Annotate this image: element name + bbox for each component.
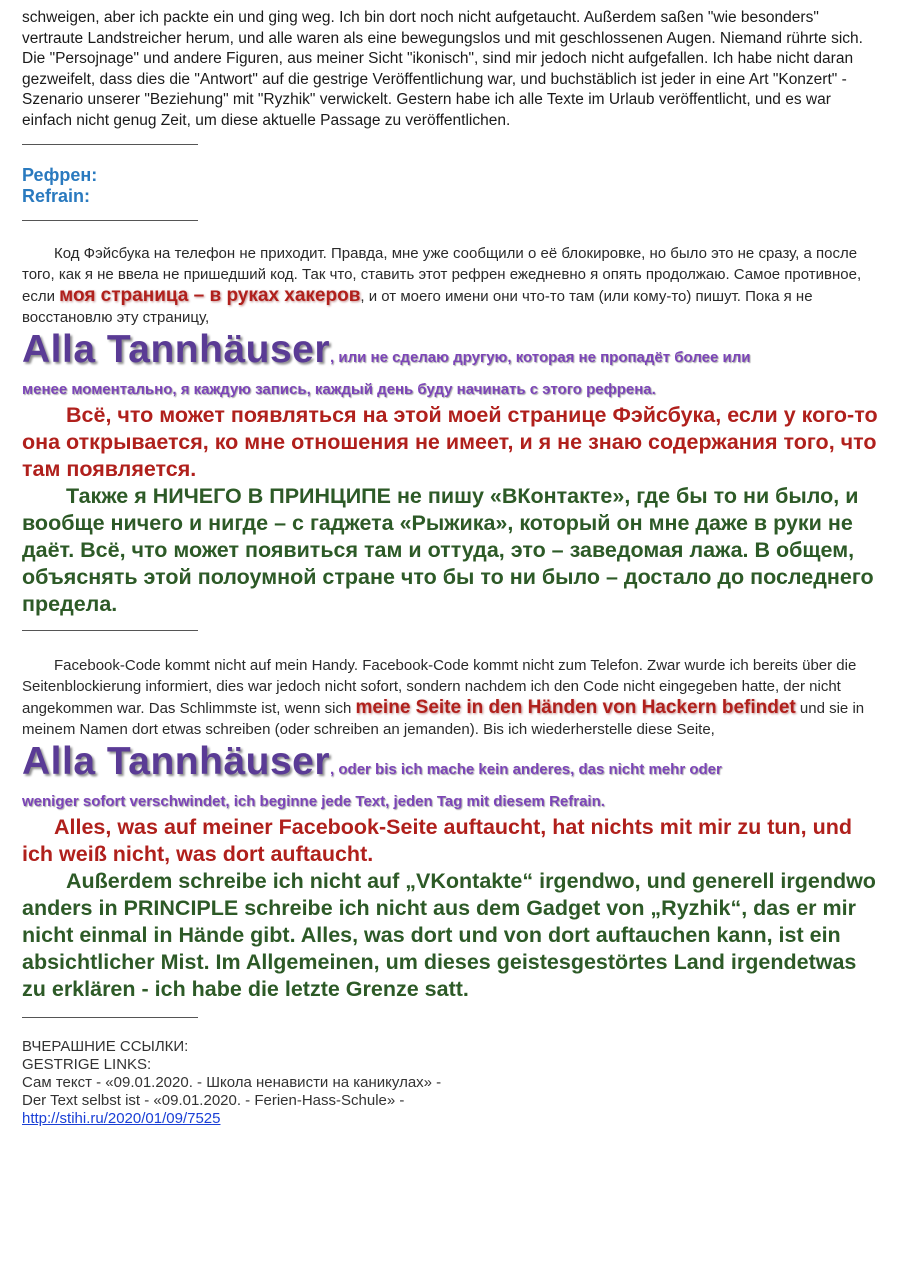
- de-body-after: und sie in meinem Namen dort etwas schreiben (oder schreiben an jemanden). Bis ich wiederherstelle diese Seite,: [22, 700, 865, 738]
- links-footer: [22, 1038, 882, 1128]
- divider: [22, 144, 198, 145]
- de-signature-continuation: weniger sofort verschwindet, ich beginne jede Text, jeden Tag mit diesem Refrain.: [22, 793, 605, 810]
- de-green-statement: Außerdem schreibe ich nicht auf „VKontakte“ irgendwo, und generell irgendwo anders in PRINCIPLE schreibe ich nicht aus dem Gadget von „Ryzhik“, das er mir nicht einmal in Hände gibt. Alles, was dort und von dort auftauchen kann, ist ein absichtlicher Mist. Im Allgemeinen, um dieses geistesgestörtes Land irgendetwas zu erklären - ich habe die letzte Grenze satt.: [22, 869, 876, 1001]
- ru-signature-line: [22, 330, 882, 378]
- links-heading-ru: ВЧЕРАШНИЕ ССЫЛКИ:: [22, 1038, 189, 1055]
- divider: [22, 630, 198, 631]
- refrain-heading-ru: Рефрен:: [22, 165, 98, 185]
- de-hacker-highlight: meine Seite in den Händen von Hackern befindet: [355, 697, 796, 718]
- ru-signature: Alla Tannhäuser: [22, 328, 331, 371]
- divider: [22, 220, 198, 221]
- intro-paragraph: schweigen, aber ich packte ein und ging weg. Ich bin dort noch nicht aufgetaucht. Außerdem saßen "wie besonders" vertraute Landstreicher herum, und alle waren als eine bewegungslos und mit geschlossenen Augen. Niemand rührte sich. Die "Persojnage" und andere Figuren, aus meiner Sicht "ikonisch", sind mir jedoch nicht aufgefallen. Ich habe nicht daran gezweifelt, dass dies die "Antwort" auf die gestrige Veröffentlichung war, und buchstäblich ist jeder in eine Art "Konzert" -Szenario unserer "Beziehung" mit "Ryzhik" verwickelt. Gestern habe ich alle Texte im Urlaub veröffentlicht, und es war einfach nicht genug Zeit, um diese aktuelle Passage zu veröffentlichen.: [22, 9, 863, 129]
- de-body-paragraph: [22, 655, 882, 740]
- link-text-ru: Сам текст - «09.01.2020. - Школа ненависти на каникулах» -: [22, 1074, 442, 1091]
- de-body-before: Facebook-Code kommt nicht auf mein Handy. Facebook-Code kommt nicht zum Telefon. Zwar wurde ich bereits über die Seitenblockierung informiert, dies war jedoch nicht sofort, sondern nachdem ich den Code nicht eingegeben hatte, der nicht angekommen war. Das Schlimmste ist, wenn sich: [22, 657, 857, 717]
- source-link[interactable]: http://stihi.ru/2020/01/09/7525: [22, 1110, 221, 1127]
- de-signature-tail: , oder bis ich mache kein anderes, das nicht mehr oder: [330, 761, 722, 778]
- de-signature: Alla Tannhäuser: [22, 740, 331, 783]
- refrain-heading: [22, 165, 882, 207]
- ru-body-paragraph: [22, 243, 882, 328]
- ru-signature-continuation: менее моментально, я каждую запись, каждый день буду начинать с этого рефрена.: [22, 381, 656, 398]
- ru-green-statement: Также я НИЧЕГО В ПРИНЦИПЕ не пишу «ВКонтакте», где бы то ни было, и вообще ничего и нигде – с гаджета «Рыжика», который он мне даже в руки не даёт. Всё, что может появиться там и оттуда, это – заведомая лажа. В общем, объяснять этой полоумной стране что бы то ни было – достало до последнего предела.: [22, 484, 874, 616]
- ru-red-statement: Всё, что может появляться на этой моей странице Фэйсбука, если у кого-то она открывается, ко мне отношения не имеет, и я не знаю содержания того, что там появляется.: [22, 403, 878, 481]
- link-text-de: Der Text selbst ist - «09.01.2020. - Ferien-Hass-Schule» -: [22, 1092, 405, 1109]
- ru-body-before: Код Фэйсбука на телефон не приходит. Правда, мне уже сообщили о её блокировке, но было это не сразу, а после того, как я не ввела не пришедший код. Так что, ставить этот рефрен ежедневно я опять продолжаю. Самое противное, если: [22, 245, 862, 305]
- ru-signature-tail: , или не сделаю другую, которая не пропадёт более или: [330, 349, 751, 366]
- de-signature-line: [22, 742, 882, 790]
- document-page: [22, 8, 882, 1128]
- divider: [22, 1017, 198, 1018]
- ru-body-after: , и от моего имени они что-то там (или кому-то) пишут. Пока я не восстановлю эту страницу,: [22, 288, 813, 326]
- refrain-heading-de: Refrain:: [22, 186, 91, 206]
- ru-hacker-highlight: моя страница – в руках хакеров: [59, 285, 361, 306]
- de-red-statement: Alles, was auf meiner Facebook-Seite auftaucht, hat nichts mit mir zu tun, und ich weiß nicht, was dort auftaucht.: [22, 815, 853, 866]
- links-heading-de: GESTRIGE LINKS:: [22, 1056, 152, 1073]
